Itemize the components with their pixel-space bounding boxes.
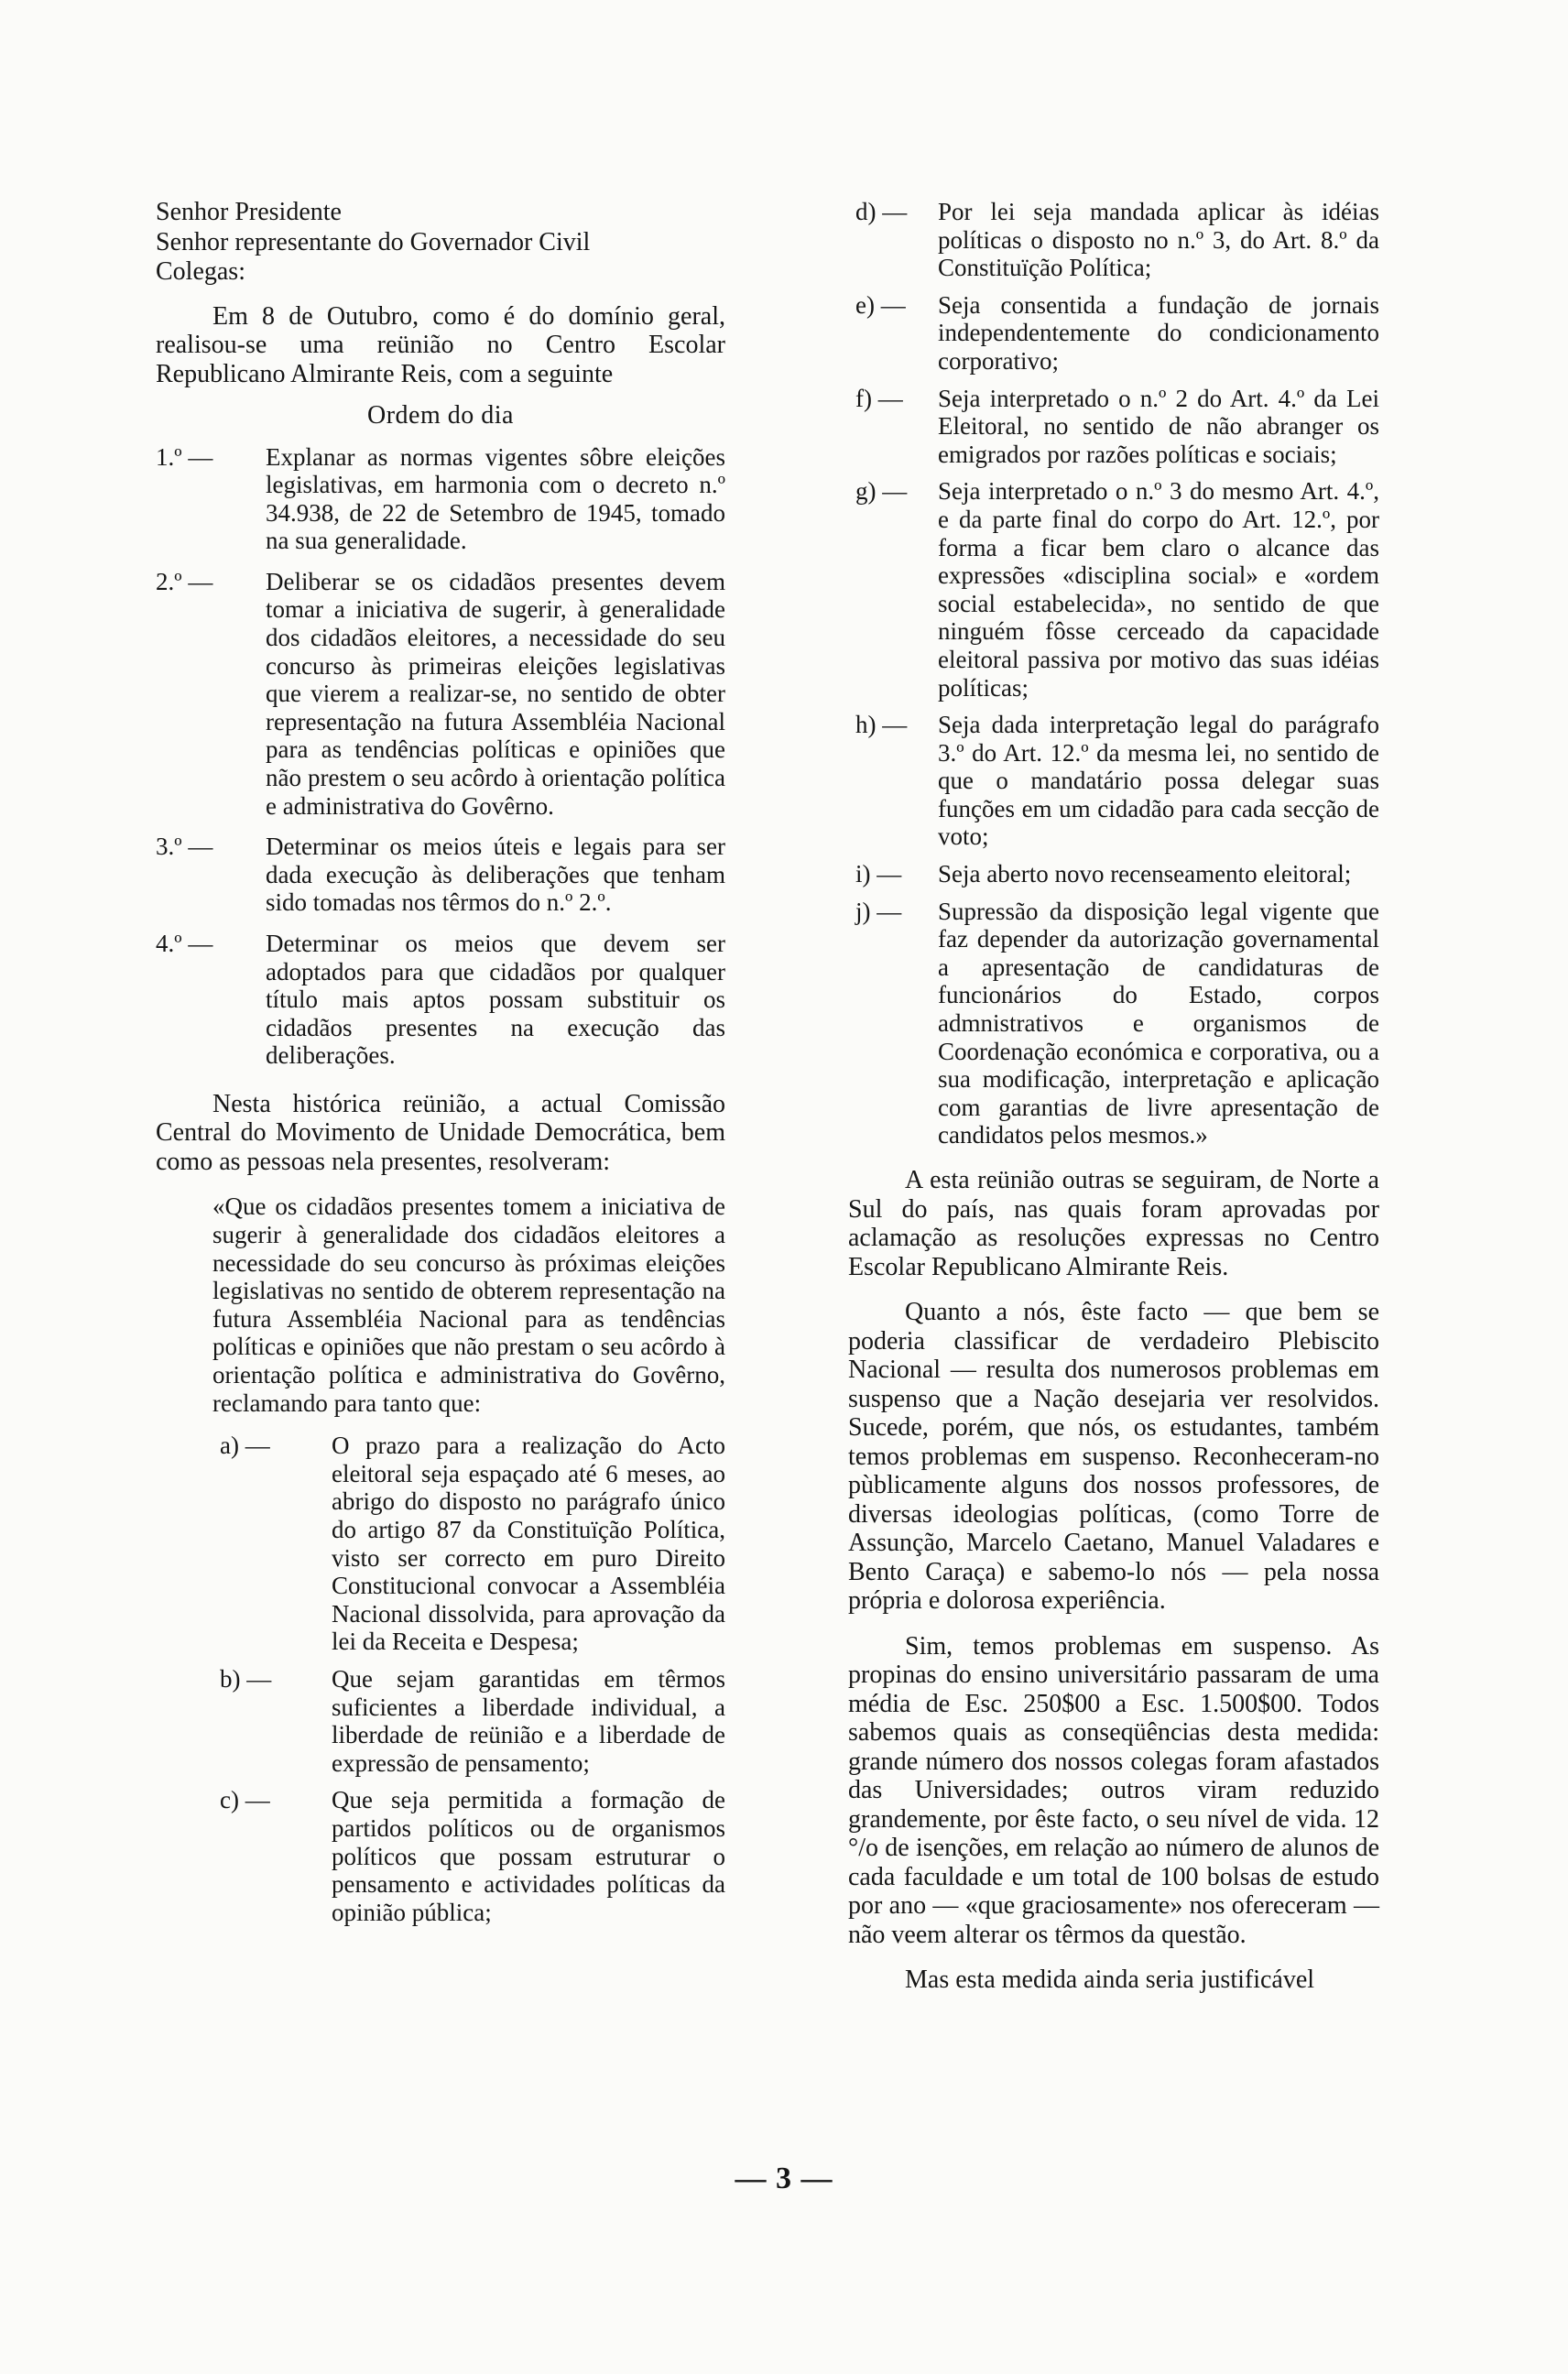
left-column xyxy=(156,198,725,1926)
greeting-line: Senhor representante do Governador Civil xyxy=(156,227,591,256)
demand-text: Seja interpretado o n.º 2 do Art. 4.º da Lei Eleitoral, no sentido de não abranger os emigrados por razões políticas e sociais; xyxy=(938,384,1379,468)
meeting-paragraph: Nesta histórica reünião, a actual Comissão Central do Movimento de Unidade Democrática, bem como as pessoas nela presentes, resolveram: xyxy=(156,1089,725,1176)
body-paragraph: Sim, temos problemas em suspenso. As propinas do ensino universitário passaram de uma média de Esc. 250$00 a Esc. 1.500$00. Todos sabemos quais as conseqüências desta medida: grande número dos nossos colegas foram afastados das Universidades; outros viram reduzido grandemente, por êste facto, o seu nível de vida. 12 °/o de isenções, em relação ao número de alunos de cada faculdade e um total de 100 bolsas de estudo por ano — «que graciosamente» nos ofereceram — não veem alterar os têrmos da questão. xyxy=(848,1631,1379,1949)
agenda-marker: 2.º — xyxy=(156,567,213,595)
demand-text: Seja consentida a fundação de jornais independentemente do condicionamento corporativo; xyxy=(938,290,1379,375)
body-paragraph: Mas esta medida ainda seria justificável xyxy=(905,1966,1315,1994)
demand-text: Que seja permitida a formação de partidos políticos ou de organismos políticos que possam estruturar o pensamento e actividades políticas da opinião pública; xyxy=(332,1786,725,1926)
demand-marker: g) — xyxy=(855,477,908,506)
agenda-item xyxy=(156,568,725,820)
agenda-text: Determinar os meios úteis e legais para ser dada execução às deliberações que tenham sido tomadas nos têrmos do n.º 2.º. xyxy=(266,833,725,917)
agenda-text: Explanar as normas vigentes sôbre eleições legislativas, em harmonia com o decreto n.º 34.938, de 22 de Setembro de 1945, tomado na sua generalidade. xyxy=(266,442,725,555)
demand-text: Por lei seja mandada aplicar às idéias políticas o disposto no n.º 3, do Art. 8.º da Constituïção Política; xyxy=(938,198,1379,282)
demand-text: Seja interpretado o n.º 3 do mesmo Art. 4.º, e da parte final do corpo do Art. 12.º, por forma a ficar bem claro o alcance das expressões «disciplina social» e «ordem social estabelecida», no sentido de que ninguém fôsse cerceado da capacidade eleitoral passiva por motivo das suas idéias políticas; xyxy=(938,477,1379,702)
resolution-quote: «Que os cidadãos presentes tomem a iniciativa de sugerir à generalidade dos cidadãos eleitores a necessidade do seu concurso às próximas eleições legislativas no sentido de obterem representação na futura Assembléia Nacional para as tendências políticas e opiniões que não prestam o seu acôrdo à orientação política e administrativa do Govêrno, reclamando para tanto que: xyxy=(212,1192,725,1417)
right-column xyxy=(848,198,1379,1995)
demand-marker: a) — xyxy=(220,1432,270,1460)
demand-marker: d) — xyxy=(855,198,908,225)
greeting-line: Senhor Presidente xyxy=(156,198,342,226)
demand-marker: h) — xyxy=(855,711,908,739)
agenda-marker: 4.º — xyxy=(156,930,213,957)
right-text-block xyxy=(848,1166,1379,1995)
agenda-text: Deliberar se os cidadãos presentes devem tomar a iniciativa de sugerir, à generalidade dos cidadãos eleitores, a necessidade do seu concurso às primeiras eleições legislativas que vierem a realizar-se, no sentido de obter representação na futura Assembléia Nacional para as tendências políticas e opiniões que não prestem o seu acôrdo à orientação política e administrativa do Govêrno. xyxy=(266,567,725,820)
demand-marker: j) — xyxy=(855,897,902,925)
demand-item xyxy=(855,860,1379,888)
demand-item xyxy=(220,1665,725,1777)
body-paragraph: A esta reünião outras se seguiram, de Norte a Sul do país, nas quais foram aprovadas por aclamação as resoluções expressas no Centro Escolar Republicano Almirante Reis. xyxy=(848,1166,1379,1281)
agenda-heading: Ordem do dia xyxy=(367,401,514,430)
demand-marker: e) — xyxy=(855,290,906,319)
demand-item xyxy=(855,290,1379,376)
body-paragraph: Quanto a nós, êste facto — que bem se poderia classificar de verdadeiro Plebiscito Nacional — resulta dos numerosos problemas em suspenso que a Nação desejaria ver resolvidos. Sucede, porém, que nós, os estudantes, também temos problemas em suspenso. Reconheceram-no pùblicamente alguns dos nossos professores, de diversas ideologias políticas, (como Torre de Assunção, Marcelo Caetano, Manuel Valadares e Bento Caraça) e sabemo-lo nós — pela nossa própria e dolorosa experiência. xyxy=(848,1298,1379,1615)
demand-item xyxy=(855,897,1379,1149)
demand-marker: i) — xyxy=(855,860,902,888)
greeting-line: Colegas: xyxy=(156,257,245,286)
greeting xyxy=(156,198,725,288)
intro-paragraph: Em 8 de Outubro, como é do domínio geral, realisou-se uma reünião no Centro Escolar Republicano Almirante Reis, com a seguinte xyxy=(156,301,725,388)
agenda-marker: 3.º — xyxy=(156,833,213,861)
demand-text: Seja dada interpretação legal do parágrafo 3.º do Art. 12.º da mesma lei, no sentido de que o mandatário possa delegar suas funções em um cidadão para cada secção de voto; xyxy=(938,711,1379,851)
demand-text: O prazo para a realização do Acto eleitoral seja espaçado até 6 meses, ao abrigo do disposto no parágrafo único do artigo 87 da Constituïção Política, visto ser correcto em puro Direito Constitucional convocar a Assembléia Nacional dissolvida, para aprovação da lei da Receita e Despesa; xyxy=(332,1432,725,1656)
agenda-marker: 1.º — xyxy=(156,442,213,471)
agenda-item xyxy=(156,443,725,555)
agenda-item xyxy=(156,833,725,917)
demand-text: Seja aberto novo recenseamento eleitoral; xyxy=(938,860,1352,888)
demand-item xyxy=(855,477,1379,702)
demand-marker: f) — xyxy=(855,384,903,412)
agenda-item xyxy=(156,930,725,1070)
demand-item xyxy=(855,198,1379,282)
demand-marker: c) — xyxy=(220,1786,270,1814)
agenda-text: Determinar os meios que devem ser adoptados para que cidadãos por qualquer título mais aptos possam substituir os cidadãos presentes na execução das deliberações. xyxy=(266,930,725,1070)
demands-left xyxy=(220,1432,725,1926)
demand-marker: b) — xyxy=(220,1664,272,1693)
demand-text: Que sejam garantidas em têrmos suficientes a liberdade individual, a liberdade de reünião e a liberdade de expressão de pensamento; xyxy=(332,1664,725,1777)
demand-item xyxy=(220,1432,725,1656)
demand-item xyxy=(220,1786,725,1926)
demand-text: Supressão da disposição legal vigente que faz depender da autorização governamental a apresentação de candidaturas de funcionários do Estado, corpos admnistrativos e organismos de Coordenação económica e corporativa, ou a sua modificação, interpretação e aplicação com garantias de livre apresentação de candidatos pelos mesmos.» xyxy=(938,897,1379,1149)
page-number: — 3 — xyxy=(735,2162,833,2195)
demand-item xyxy=(855,711,1379,851)
demand-item xyxy=(855,384,1379,469)
